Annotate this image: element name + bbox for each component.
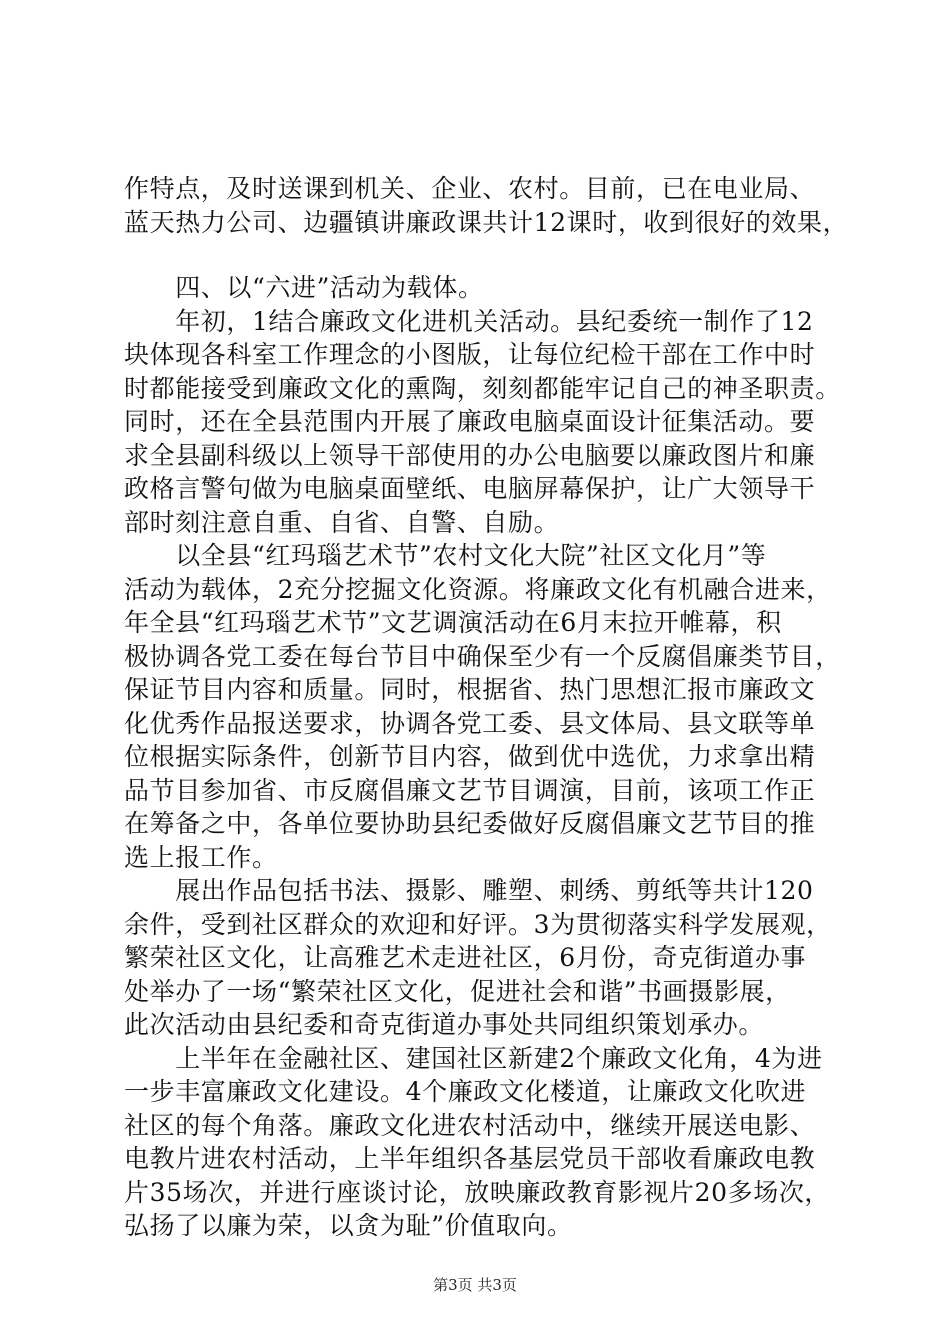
page-footer: 第3页 共3页 [433, 1276, 517, 1294]
text-line: 上半年在金融社区、建国社区新建2个廉政文化角，4为进 [124, 1043, 823, 1073]
text-line: 处举办了一场“繁荣社区文化，促进社会和谐”书画摄影展， [124, 976, 791, 1006]
text-line: 保证节目内容和质量。同时，根据省、热门思想汇报市廉政文 [124, 675, 816, 704]
text-line: 此次活动由县纪委和奇克街道办事处共同组织策划承办。 [124, 1010, 765, 1039]
text-line: 品节目参加省、市反腐倡廉文艺节目调演，目前，该项工作正 [124, 775, 816, 805]
text-line: 作特点，及时送课到机关、企业、农村。目前，已在电业局、 [124, 174, 816, 203]
text-line: 极协调各党工委在每台节目中确保至少有一个反腐倡廉类节目， [124, 641, 841, 671]
text-line: 求全县副科级以上领导干部使用的办公电脑要以廉政图片和廉 [124, 440, 816, 470]
text-line: 余件，受到社区群众的欢迎和好评。3为贯彻落实科学发展观， [124, 909, 832, 939]
text-line: 社区的每个角落。廉政文化进农村活动中，继续开展送电影、 [124, 1110, 816, 1140]
text-line: 一步丰富廉政文化建设。4个廉政文化楼道，让廉政文化吹进 [124, 1077, 807, 1106]
text-line: 位根据实际条件，创新节目内容，做到优中选优，力求拿出精 [124, 742, 816, 771]
text-line: 政格言警句做为电脑桌面壁纸、电脑屏幕保护，让广大领导干 [124, 474, 816, 503]
text-line: 部时刻注意自重、自省、自警、自励。 [124, 507, 560, 537]
document-body [124, 172, 849, 1243]
text-line: 化优秀作品报送要求，协调各党工委、县文体局、县文联等单 [124, 708, 816, 738]
text-line: 在筹备之中，各单位要协助县纪委做好反腐倡廉文艺节目的推 [124, 809, 816, 838]
text-line: 时都能接受到廉政文化的熏陶，刻刻都能牢记自己的神圣职责。 [124, 373, 841, 403]
text-line: 选上报工作。 [124, 842, 278, 872]
text-line: 以全县“红玛瑙艺术节”农村文化大院”社区文化月”等 [124, 541, 767, 570]
text-line: 弘扬了以廉为荣，以贪为耻”价值取向。 [124, 1211, 573, 1240]
text-line: 同时，还在全县范围内开展了廉政电脑桌面设计征集活动。要 [124, 407, 816, 436]
text-line: 年全县“红玛瑙艺术节”文艺调演活动在6月末拉开帷幕，积 [124, 608, 782, 637]
text-line: 蓝天热力公司、边疆镇讲廉政课共计12课时，收到很好的效果， [124, 207, 849, 237]
paragraph-gap [124, 239, 836, 271]
section-heading: 四、以“六进”活动为载体。 [124, 273, 484, 302]
text-line: 活动为载体，2充分挖掘文化资源。将廉政文化有机融合进来， [124, 574, 832, 604]
text-line: 繁荣社区文化，让高雅艺术走进社区，6月份，奇克街道办事 [124, 943, 807, 972]
text-line: 展出作品包括书法、摄影、雕塑、刺绣、剪纸等共计120 [124, 876, 814, 905]
text-line: 年初，1结合廉政文化进机关活动。县纪委统一制作了12 [124, 306, 814, 336]
text-line: 块体现各科室工作理念的小图版，让每位纪检干部在工作中时 [124, 340, 816, 369]
text-line: 片35场次，并进行座谈讨论，放映廉政教育影视片20多场次， [124, 1177, 831, 1207]
text-line: 电教片进农村活动，上半年组织各基层党员干部收看廉政电教 [124, 1144, 816, 1173]
